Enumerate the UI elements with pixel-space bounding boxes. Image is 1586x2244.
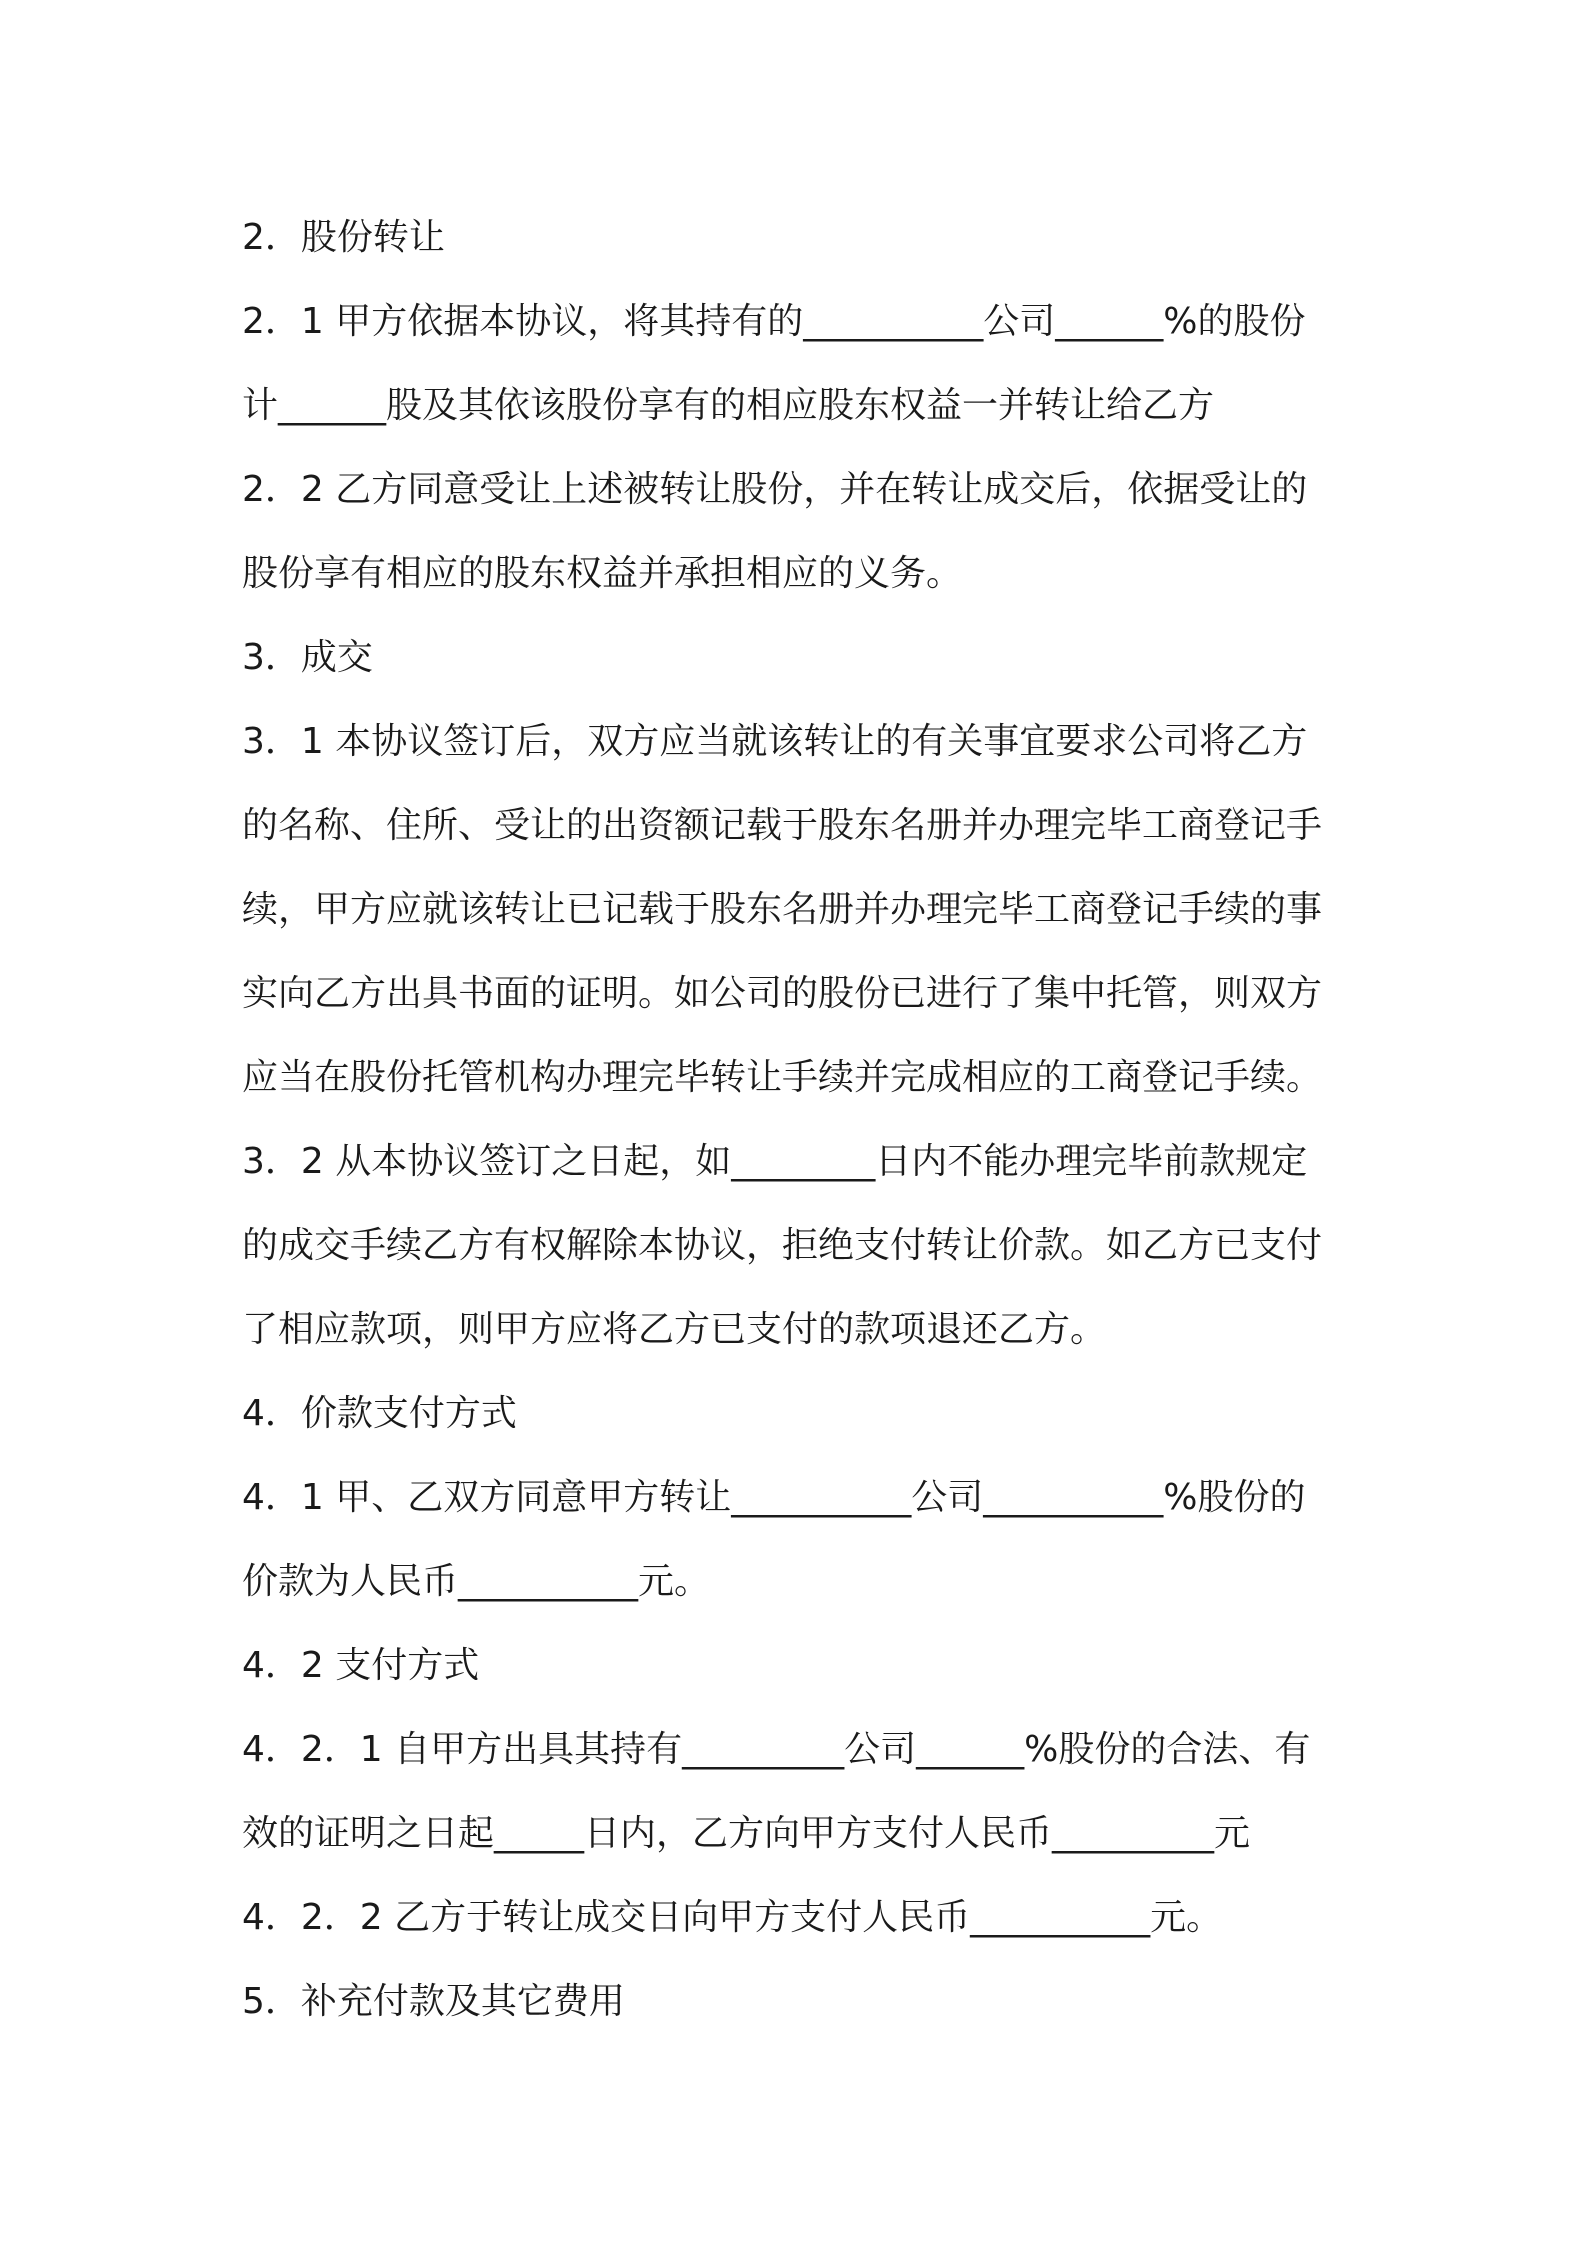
clause-3-2-line-2: 的成交手续乙方有权解除本协议，拒绝支付转让价款。如乙方已支付 [242,1225,1323,1266]
clause-2-2-line-1: 2．2 乙方同意受让上述被转让股份，并在转让成交后，依据受让的 [242,469,1308,510]
clause-3-1-line-3: 续，甲方应就该转让已记载于股东名册并办理完毕工商登记手续的事 [242,889,1323,930]
section-heading-closing: 3．成交 [242,637,373,678]
clause-2-1-line-1: 2．1 甲方依据本协议，将其持有的__________公司______%的股份 [242,301,1306,342]
section-heading-supplementary-payment: 5．补充付款及其它费用 [242,1981,625,2022]
clause-2-2-line-2: 股份享有相应的股东权益并承担相应的义务。 [242,553,963,594]
section-heading-share-transfer: 2．股份转让 [242,217,445,258]
clause-2-1-line-2: 计______股及其依该股份享有的相应股东权益一并转让给乙方 [242,385,1215,426]
clause-4-1-line-1: 4．1 甲、乙双方同意甲方转让__________公司__________%股份的 [242,1477,1306,1518]
clause-3-1-line-5: 应当在股份托管机构办理完毕转让手续并完成相应的工商登记手续。 [242,1057,1323,1098]
clause-3-2-line-1: 3．2 从本协议签订之日起，如________日内不能办理完毕前款规定 [242,1141,1308,1182]
clause-4-2-heading: 4．2 支付方式 [242,1645,480,1686]
clause-3-1-line-2: 的名称、住所、受让的出资额记载于股东名册并办理完毕工商登记手 [242,805,1323,846]
clause-4-2-2-line-1: 4．2．2 乙方于转让成交日向甲方支付人民币__________元。 [242,1897,1223,1938]
section-heading-payment-method: 4．价款支付方式 [242,1393,517,1434]
clause-4-2-1-line-1: 4．2．1 自甲方出具其持有_________公司______%股份的合法、有 [242,1729,1311,1770]
clause-4-1-line-2: 价款为人民币__________元。 [242,1561,711,1602]
clause-3-1-line-4: 实向乙方出具书面的证明。如公司的股份已进行了集中托管，则双方 [242,973,1323,1014]
document-body [242,196,1362,2044]
clause-3-2-line-3: 了相应款项，则甲方应将乙方已支付的款项退还乙方。 [242,1309,1107,1350]
clause-4-2-1-line-2: 效的证明之日起_____日内，乙方向甲方支付人民币_________元 [242,1813,1251,1854]
clause-3-1-line-1: 3．1 本协议签订后，双方应当就该转让的有关事宜要求公司将乙方 [242,721,1308,762]
